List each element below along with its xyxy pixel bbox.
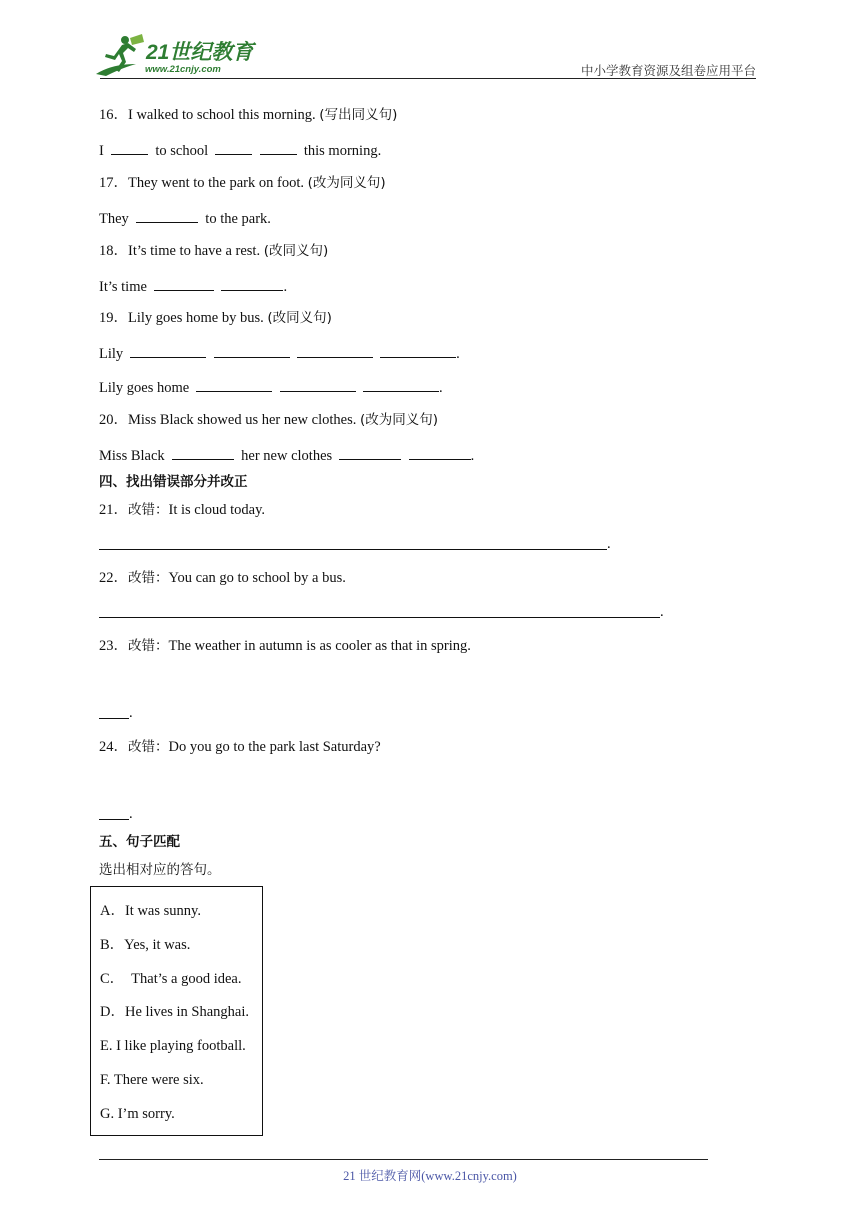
answer-line[interactable]	[99, 718, 129, 719]
answer-blank[interactable]	[409, 445, 471, 460]
answer-16	[99, 140, 381, 160]
question-text: I walked to school this morning.	[128, 107, 320, 123]
question-note: (写出同义句)	[319, 107, 398, 123]
answer-blank[interactable]	[196, 377, 272, 392]
answer-20	[99, 445, 474, 465]
question-number: 17．	[99, 175, 128, 191]
answer-text: I	[99, 143, 104, 159]
correction-22	[99, 569, 346, 587]
answer-text: Lily goes home	[99, 380, 190, 396]
correction-24	[99, 738, 381, 756]
question-number: 19．	[99, 310, 128, 326]
question-text: It’s time to have a rest.	[128, 243, 264, 259]
answer-blank[interactable]	[339, 445, 401, 460]
logo-url: www.21cnjy.com	[145, 64, 221, 75]
question-note: (改同义句)	[263, 243, 329, 259]
option-a: A．It was sunny.	[100, 903, 201, 919]
answer-text: .	[283, 279, 288, 295]
answer-text: Lily	[99, 346, 124, 362]
question-20	[99, 411, 438, 429]
question-18	[99, 242, 328, 260]
answer-line[interactable]	[99, 617, 660, 618]
option-e: E. I like playing football.	[100, 1038, 246, 1054]
answer-blank[interactable]	[380, 343, 456, 358]
runner-logo-icon	[92, 34, 148, 80]
question-number: 24．	[99, 739, 128, 755]
answer-line[interactable]	[99, 819, 129, 820]
section-5-title: 五、句子匹配	[99, 834, 180, 850]
answer-blank[interactable]	[280, 377, 356, 392]
question-number: 20．	[99, 412, 128, 428]
answer-blank[interactable]	[130, 343, 206, 358]
correction-21	[99, 501, 265, 519]
answer-blank[interactable]	[260, 140, 297, 155]
answer-line-end: .	[607, 536, 611, 552]
answer-text: It’s time	[99, 279, 147, 295]
answer-blank[interactable]	[136, 208, 198, 223]
answer-blank[interactable]	[154, 276, 214, 291]
answer-text: .	[470, 448, 475, 464]
answer-line-end: .	[129, 705, 133, 721]
answer-text: .	[438, 380, 443, 396]
option-c: C． That’s a good idea.	[100, 971, 242, 987]
answer-17	[99, 208, 271, 228]
question-16	[99, 106, 397, 124]
question-note: (改同义句)	[267, 310, 332, 326]
answer-line-end: .	[129, 806, 133, 822]
question-number: 18．	[99, 243, 128, 259]
correction-text: Do you go to the park last Saturday?	[168, 739, 381, 755]
question-number: 21．	[99, 502, 128, 518]
header-platform-text: 中小学教育资源及组卷应用平台	[580, 63, 756, 78]
correction-label: 改错：	[128, 638, 169, 654]
option-b: B．Yes, it was.	[100, 937, 191, 953]
footer-link[interactable]: 21 世纪教育网(www.21cnjy.com)	[343, 1169, 517, 1183]
answer-19-line-2	[99, 377, 443, 397]
question-note: (改为同义句)	[307, 175, 386, 191]
answer-blank[interactable]	[221, 276, 283, 291]
question-text: They went to the park on foot.	[128, 175, 308, 191]
answer-blank[interactable]	[214, 343, 290, 358]
correction-text: The weather in autumn is as cooler as that in spring.	[168, 638, 471, 654]
correction-label: 改错：	[128, 570, 169, 586]
section-4-title: 四、找出错误部分并改正	[99, 474, 248, 490]
logo-text: 21世纪教育	[146, 41, 254, 64]
answer-text: They	[99, 211, 129, 227]
correction-label: 改错：	[128, 739, 169, 755]
question-number: 23．	[99, 638, 128, 654]
question-number: 16．	[99, 107, 128, 123]
answer-text: to the park.	[205, 211, 271, 227]
option-f: F. There were six.	[100, 1072, 204, 1088]
correction-text: It is cloud today.	[168, 502, 266, 518]
answer-blank[interactable]	[215, 140, 252, 155]
answer-blank[interactable]	[111, 140, 148, 155]
option-d: D．He lives in Shanghai.	[100, 1004, 250, 1020]
header-divider	[100, 78, 756, 79]
answer-blank[interactable]	[297, 343, 373, 358]
option-g: G. I’m sorry.	[100, 1106, 175, 1122]
answer-18	[99, 276, 287, 296]
question-17	[99, 174, 386, 192]
section-5-instruction: 选出相对应的答句。	[99, 862, 221, 878]
question-note: (改为同义句)	[359, 412, 439, 428]
question-text: Miss Black showed us her new clothes.	[128, 412, 360, 428]
answer-text: .	[456, 346, 460, 362]
question-19	[99, 309, 332, 327]
answer-blank[interactable]	[363, 377, 439, 392]
answer-line[interactable]	[99, 549, 607, 550]
question-text: Lily goes home by bus.	[128, 310, 268, 326]
correction-text: You can go to school by a bus.	[168, 570, 346, 586]
correction-23	[99, 637, 471, 655]
answer-line-end: .	[660, 604, 664, 620]
question-number: 22．	[99, 570, 128, 586]
answer-text: her new clothes	[241, 448, 333, 464]
answer-19-line-1	[99, 343, 460, 363]
answer-text: to school	[155, 143, 209, 159]
answer-blank[interactable]	[172, 445, 234, 460]
footer-divider	[99, 1159, 708, 1160]
correction-label: 改错：	[128, 502, 169, 518]
answer-text: Miss Black	[99, 448, 165, 464]
answer-text: this morning.	[303, 143, 382, 159]
